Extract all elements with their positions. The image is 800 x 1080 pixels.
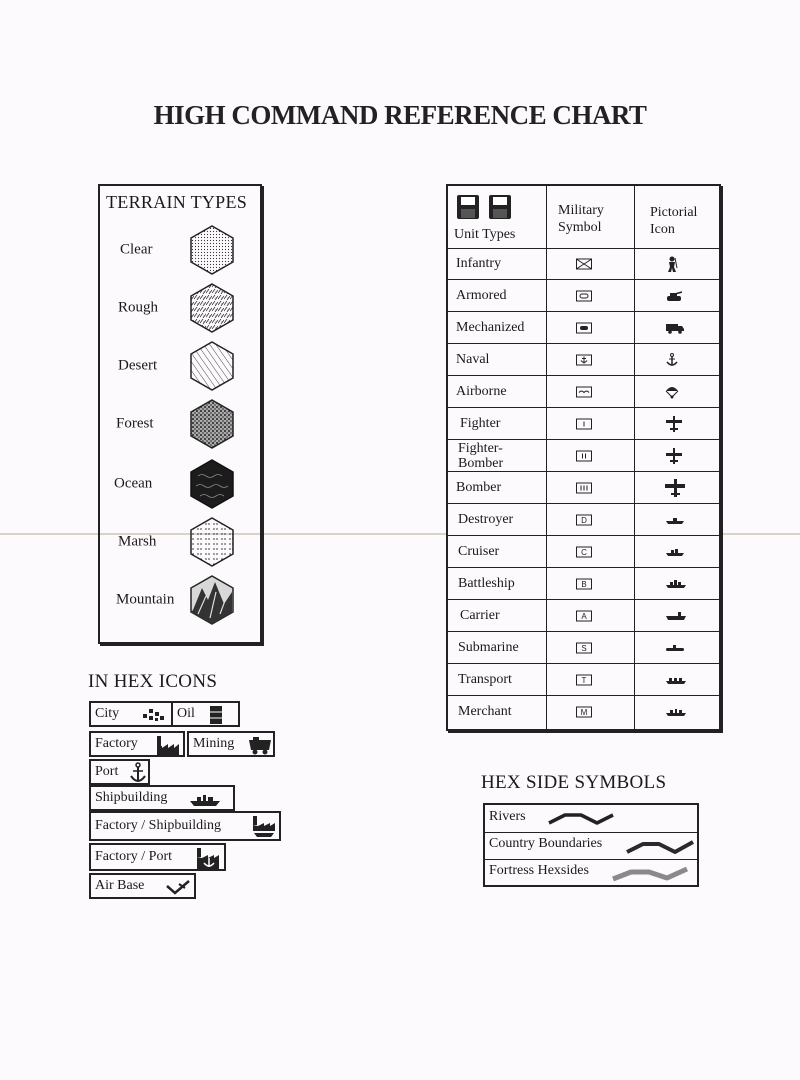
unit-row-naval xyxy=(448,344,719,376)
unit-row-cruiser xyxy=(448,536,719,568)
unit-name: Carrier xyxy=(460,607,500,623)
factory-icon xyxy=(155,734,181,756)
in-hex-label: Mining xyxy=(193,736,235,751)
anchor-icon xyxy=(129,762,147,784)
rough-terrain-hex-icon xyxy=(188,282,236,334)
terrain-label: Ocean xyxy=(114,475,153,492)
transport-ship-icon xyxy=(665,675,687,685)
military-symbol-header-line2: Symbol xyxy=(558,220,602,235)
terrain-row-rough xyxy=(100,280,260,336)
unit-name: Destroyer xyxy=(458,511,514,527)
submarine-icon xyxy=(665,643,685,653)
battleship-icon xyxy=(665,579,687,589)
unit-name: Fighter xyxy=(460,415,501,431)
unit-row-mechanized xyxy=(448,312,719,344)
battleship-military-symbol xyxy=(576,578,592,589)
unit-name: Transport xyxy=(458,671,512,687)
terrain-types-heading: TERRAIN TYPES xyxy=(106,192,248,212)
in-hex-item-city xyxy=(89,701,173,727)
svg-text:C: C xyxy=(581,547,587,557)
hex-side-label: Rivers xyxy=(489,809,526,824)
unit-name: Submarine xyxy=(458,639,519,655)
unit-row-bomber xyxy=(448,472,719,504)
unit-row-submarine xyxy=(448,632,719,664)
hex-side-label: Fortress Hexsides xyxy=(489,863,589,878)
ocean-terrain-hex-icon xyxy=(188,458,236,510)
naval-military-symbol xyxy=(576,354,592,365)
unit-name: Fighter- Bomber xyxy=(458,440,504,471)
terrain-label: Desert xyxy=(118,357,158,374)
ship-icon xyxy=(189,791,221,807)
svg-text:D: D xyxy=(581,515,587,525)
in-hex-item-factory xyxy=(89,731,185,757)
in-hex-item-factory-shipbuilding xyxy=(89,811,281,841)
unit-row-infantry xyxy=(448,248,719,280)
terrain-label: Clear xyxy=(120,241,153,258)
unit-types-header: Unit Types xyxy=(454,227,516,242)
terrain-label: Mountain xyxy=(116,591,175,608)
in-hex-item-port xyxy=(89,759,150,785)
in-hex-label: Factory / Port xyxy=(95,849,172,864)
bomber-plane-icon xyxy=(665,479,685,497)
in-hex-item-factory-port xyxy=(89,843,226,871)
terrain-row-ocean xyxy=(100,456,260,512)
airplane-icon xyxy=(165,878,191,896)
svg-text:B: B xyxy=(581,579,587,589)
unit-name: Mechanized xyxy=(456,319,525,335)
fortress-hexside-line-icon xyxy=(611,861,691,883)
unit-name: Armored xyxy=(456,287,507,303)
in-hex-icons-heading: IN HEX ICONS xyxy=(88,671,218,692)
terrain-types-panel xyxy=(98,184,262,644)
terrain-label: Forest xyxy=(116,415,154,432)
hex-side-symbols-heading: HEX SIDE SYMBOLS xyxy=(481,772,667,793)
fighter-military-symbol xyxy=(576,418,592,429)
tank-icon xyxy=(665,290,683,302)
floppy-disk-icon xyxy=(456,194,480,220)
unit-name: Naval xyxy=(456,351,490,367)
parachute-icon xyxy=(665,385,679,399)
pictorial-icon-header-line2: Icon xyxy=(650,222,675,237)
transport-military-symbol xyxy=(576,674,592,685)
in-hex-label: Oil xyxy=(177,706,195,721)
unit-name: Infantry xyxy=(456,255,502,271)
unit-row-airborne xyxy=(448,376,719,408)
terrain-row-marsh xyxy=(100,514,260,570)
unit-row-battleship xyxy=(448,568,719,600)
unit-types-table xyxy=(446,184,721,731)
in-hex-label: Air Base xyxy=(95,878,145,893)
in-hex-label: Shipbuilding xyxy=(95,790,168,805)
in-hex-label: Port xyxy=(95,764,119,779)
terrain-label: Rough xyxy=(118,299,159,316)
unit-name: Bomber xyxy=(456,479,502,495)
unit-row-merchant xyxy=(448,696,719,727)
unit-row-fighter xyxy=(448,408,719,440)
hex-side-symbols-panel xyxy=(483,803,699,887)
in-hex-item-oil xyxy=(171,701,240,727)
unit-row-armored xyxy=(448,280,719,312)
marsh-terrain-hex-icon xyxy=(188,516,236,568)
unit-row-fighter-bomber xyxy=(448,440,719,472)
in-hex-label: City xyxy=(95,706,120,721)
terrain-row-desert xyxy=(100,338,260,394)
destroyer-military-symbol xyxy=(576,514,592,525)
oil-barrel-icon xyxy=(205,704,227,726)
hex-side-row-rivers xyxy=(485,805,697,833)
pictorial-icon-header-line1: Pictorial xyxy=(650,205,698,220)
airborne-military-symbol xyxy=(576,386,592,397)
in-hex-item-air-base xyxy=(89,873,196,899)
unit-name: Merchant xyxy=(458,703,512,719)
terrain-row-forest xyxy=(100,396,260,452)
hex-side-row-country-boundaries xyxy=(485,832,697,860)
fighter-bomber-plane-icon xyxy=(665,448,683,464)
armored-military-symbol xyxy=(576,290,592,301)
in-hex-item-shipbuilding xyxy=(89,785,235,811)
unit-name: Battleship xyxy=(458,575,515,591)
in-hex-label: Factory / Shipbuilding xyxy=(95,818,221,833)
factory-ship-icon xyxy=(251,814,277,838)
svg-text:S: S xyxy=(581,643,587,653)
cruiser-military-symbol xyxy=(576,546,592,557)
floppy-disk-icon xyxy=(488,194,512,220)
unit-table-header xyxy=(448,186,719,249)
truck-icon xyxy=(665,322,685,334)
terrain-label: Marsh xyxy=(118,533,157,550)
unit-name: Airborne xyxy=(456,383,507,399)
factory-anchor-icon xyxy=(195,846,221,870)
merchant-military-symbol xyxy=(576,706,592,717)
hex-side-label: Country Boundaries xyxy=(489,836,603,851)
page-title: HIGH COMMAND REFERENCE CHART xyxy=(153,100,647,130)
unit-row-carrier xyxy=(448,600,719,632)
carrier-military-symbol xyxy=(576,610,592,621)
unit-row-destroyer xyxy=(448,504,719,536)
submarine-military-symbol xyxy=(576,642,592,653)
fighter-plane-icon xyxy=(665,416,683,432)
terrain-row-clear xyxy=(100,222,260,278)
forest-terrain-hex-icon xyxy=(188,398,236,450)
country-boundary-line-icon xyxy=(625,834,697,856)
city-icon xyxy=(141,706,167,724)
cruiser-ship-icon xyxy=(665,547,685,557)
terrain-row-mountain xyxy=(100,572,260,628)
desert-terrain-hex-icon xyxy=(188,340,236,392)
svg-text:A: A xyxy=(581,611,587,621)
mountain-terrain-hex-icon xyxy=(188,574,236,626)
mining-cart-icon xyxy=(247,734,273,756)
mechanized-military-symbol xyxy=(576,322,592,333)
svg-text:T: T xyxy=(581,675,587,685)
merchant-ship-icon xyxy=(665,707,687,717)
unit-name: Cruiser xyxy=(458,543,500,559)
destroyer-ship-icon xyxy=(665,515,685,525)
carrier-ship-icon xyxy=(665,611,687,621)
hex-side-row-fortress-hexsides xyxy=(485,859,697,886)
infantry-military-symbol xyxy=(576,258,592,269)
river-line-icon xyxy=(547,807,617,829)
clear-terrain-hex-icon xyxy=(188,224,236,276)
svg-text:M: M xyxy=(580,707,588,717)
military-symbol-header-line1: Military xyxy=(558,203,604,218)
infantry-soldier-icon xyxy=(665,256,679,272)
anchor-icon xyxy=(665,353,679,367)
fighter-bomber-military-symbol xyxy=(576,450,592,461)
in-hex-label: Factory xyxy=(95,736,138,751)
bomber-military-symbol xyxy=(576,482,592,493)
unit-row-transport xyxy=(448,664,719,696)
in-hex-item-mining xyxy=(187,731,275,757)
